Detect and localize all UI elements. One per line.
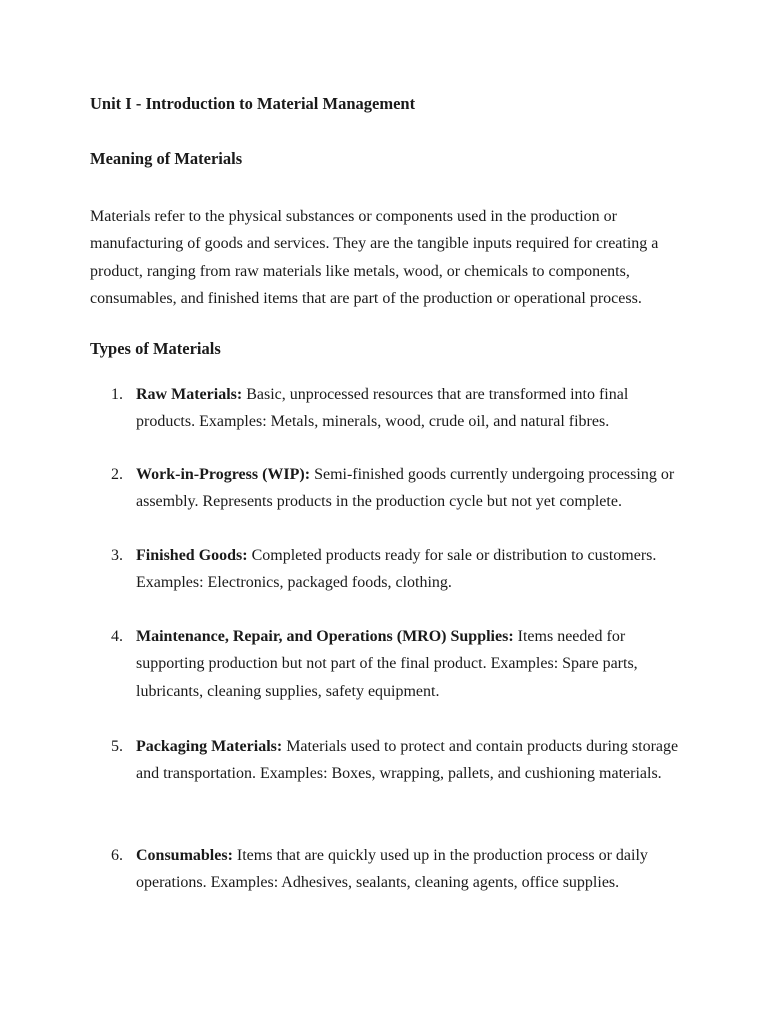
list-item-number: 2. [111,466,123,483]
list-item [90,842,680,897]
list-item-term: Finished Goods: [136,547,248,564]
list-item-body [136,733,680,788]
meaning-paragraph: Materials refer to the physical substances or components used in the production or manufacturing of goods and services. They are the tangible inputs required for creating a product, ranging from raw materials like metals, wood, or chemicals to components, consumables, and finished items that are part of the production or operational process. [90,208,659,308]
list-item [90,733,680,788]
list-item-term: Raw Materials: [136,386,243,403]
list-item [90,623,680,705]
list-item-term: Work-in-Progress (WIP): [136,466,311,483]
list-item-body [136,461,680,516]
list-item-number: 6. [111,847,123,864]
unit-title: Unit I - Introduction to Material Management [90,94,416,113]
list-item-number: 3. [111,547,123,564]
list-item-description: Basic, unprocessed resources that are transformed into final products. Examples: Metals, minerals, wood, crude oil, and natural fibres. [136,386,629,431]
list-item [90,381,680,436]
list-item [90,542,680,597]
list-item-description: Semi-finished goods currently undergoing processing or assembly. Represents products in the production cycle but not yet complete. [136,466,675,511]
list-item-term: Packaging Materials: [136,738,283,755]
list-item-number: 4. [111,628,123,645]
list-item-body [136,381,680,436]
list-item-description: Items needed for supporting production but not part of the final product. Examples: Spare parts, lubricants, cleaning supplies, safety equipment. [136,628,638,700]
list-item-description: Materials used to protect and contain products during storage and transportation. Examples: Boxes, wrapping, pallets, and cushioning materials. [136,738,679,783]
list-item-number: 5. [111,738,123,755]
types-heading: Types of Materials [90,339,221,358]
list-item-term: Maintenance, Repair, and Operations (MRO) Supplies: [136,628,514,645]
list-item-term: Consumables: [136,847,233,864]
list-item [90,461,680,516]
meaning-heading: Meaning of Materials [90,149,243,168]
list-item-body [136,842,680,897]
list-item-description: Completed products ready for sale or distribution to customers. Examples: Electronics, packaged foods, clothing. [136,547,657,592]
list-item-number: 1. [111,386,123,403]
list-item-body [136,542,680,597]
list-item-body [136,623,680,705]
list-item-description: Items that are quickly used up in the production process or daily operations. Examples: Adhesives, sealants, cleaning agents, office supplies. [136,847,648,892]
